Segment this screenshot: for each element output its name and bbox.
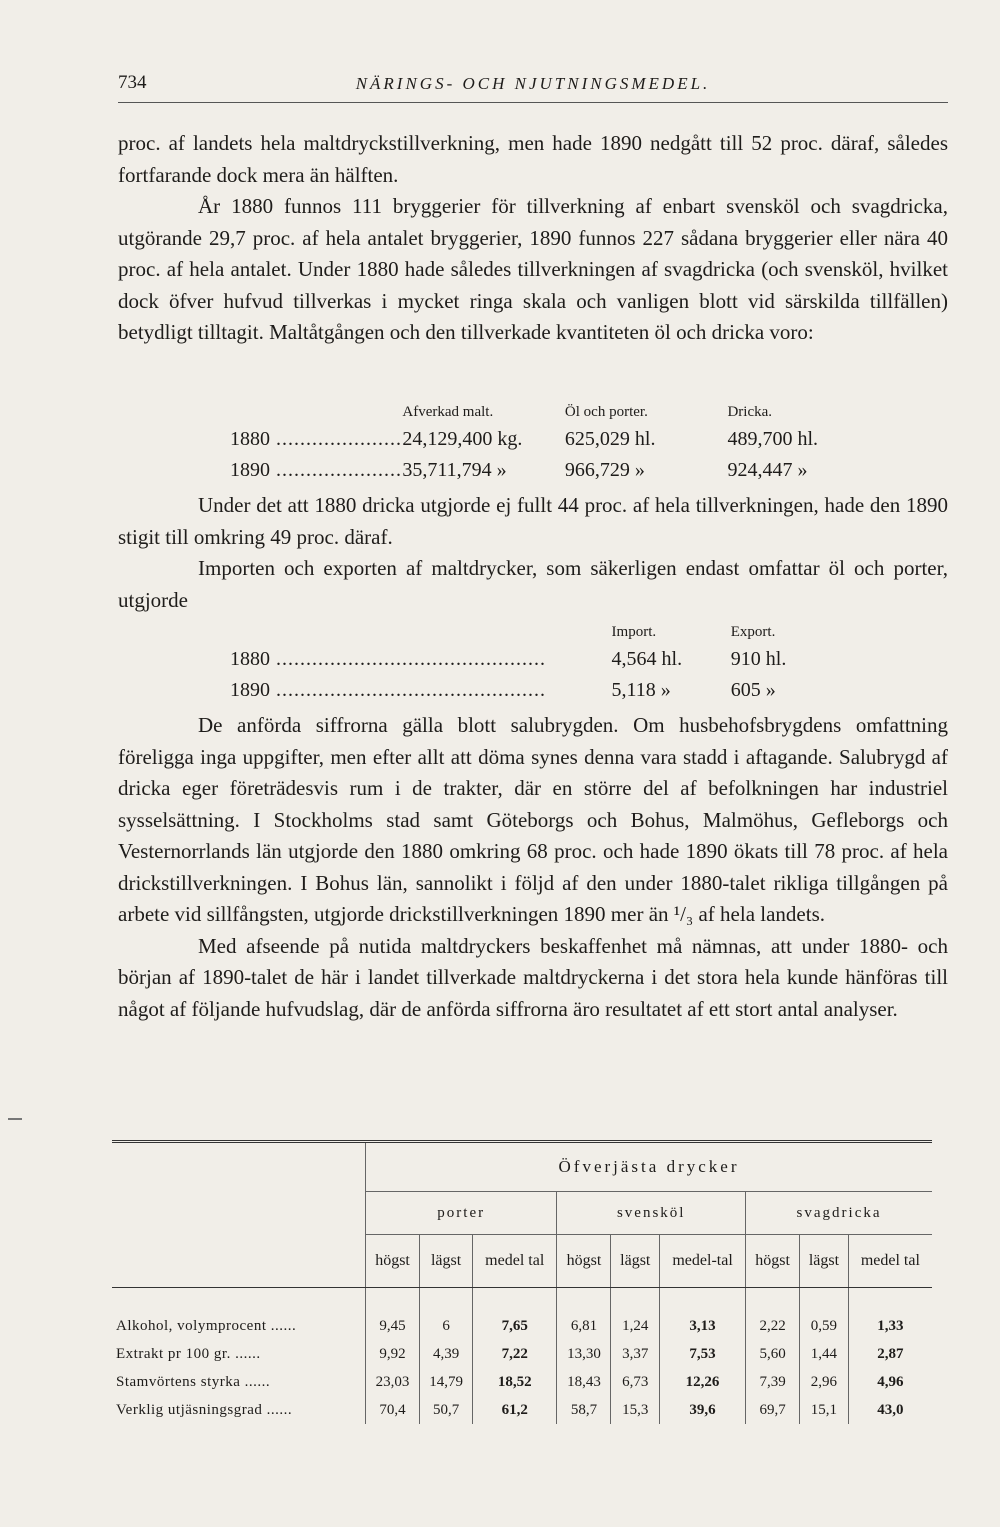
paragraph-6: Med afseende på nutida maltdryckers beskaffenhet må nämnas, att under 1880- och början af 1890-talet de här i landet tillverkade maltdryckerna i det stora hela kunde hänföras till något af följande hufvudslag, där de anförda siffrorna äro resultatet af ett stort antal analyser. [118,933,948,1021]
col-medeltal: medel tal [848,1235,932,1288]
value-cell: 43,0 [848,1396,932,1424]
table-row [230,648,850,679]
row-label: Verklig utjäsningsgrad ...... [116,1402,292,1418]
value-cell: 1,33 [848,1312,932,1340]
value-cell: 2,87 [848,1340,932,1368]
body-text-2 [118,490,948,616]
dricka-cell: 924,447 » [727,459,808,481]
col-hogst: högst [366,1235,420,1288]
trade-table [230,624,850,710]
header-dricka: Dricka. [727,404,773,420]
value-cell: 1,44 [800,1340,849,1368]
value-cell: 9,45 [366,1312,420,1340]
value-cell: 61,2 [473,1396,557,1424]
year-cell: 1890 ..... [230,679,612,702]
malt-cell: 35,711,794 » [402,459,507,481]
value-cell: 58,7 [557,1396,611,1424]
group-title: Öfverjästa drycker [366,1142,933,1192]
value-cell: 18,52 [473,1368,557,1396]
col-lagst: lägst [800,1235,849,1288]
ol-cell: 625,029 hl. [564,428,656,450]
analysis-table-group-header [112,1142,932,1192]
paragraph-4: Importen och exporten af maltdrycker, som säkerligen endast omfattar öl och porter, utgjorde [118,556,948,612]
running-title: NÄRINGS- OCH NJUTNINGSMEDEL. [355,74,711,93]
paragraph-1: proc. af landets hela maltdryckstillverkning, men hade 1890 nedgått till 52 proc. däraf, således fortfarande dock mera än hälften. [118,131,948,187]
body-text-3 [118,710,948,1025]
value-cell: 7,65 [473,1312,557,1340]
value-cell: 15,1 [800,1396,849,1424]
group-porter: porter [366,1192,557,1235]
header-malt: Afverkad malt. [402,404,494,420]
value-cell: 14,79 [420,1368,473,1396]
value-cell: 6,81 [557,1312,611,1340]
value-cell: 9,92 [366,1340,420,1368]
value-cell: 69,7 [746,1396,800,1424]
paragraph-5: De anförda siffrorna gälla blott salubrygden. Om husbehofsbrygdens omfattning föreligga inga uppgifter, men efter allt att döma synes denna vara stadd i aftagande. Salubrygd af dricka eger företrädesvis rum i de trakter, där en större del af befolkningen har industriel sysselsättning. I Stockholms stad samt Göteborgs och Bohus, Malmöhus, Gefleborgs och Vesternorrlands län utgjorde den 1880 omkring 68 proc. och hade 1890 ökats till 78 proc. af hela drickstillverkningen. I Bohus län, sannolikt i följd af den under 1880-talet rikliga tillgången på arbete vid sillfångsten, utgjorde drickstillverkningen 1890 mer än ¹/₃ af hela landets. [118,713,948,926]
value-cell: 7,53 [660,1340,746,1368]
import-cell: 5,118 » [611,679,671,701]
value-cell: 70,4 [366,1396,420,1424]
table-row [112,1396,932,1424]
analysis-table [112,1140,932,1424]
malt-cell: 24,129,400 kg. [402,428,523,450]
value-cell: 1,24 [611,1312,660,1340]
export-cell: 605 » [730,679,776,701]
year-cell: 1890 ..... [230,459,402,482]
header-export: Export. [730,624,776,640]
header-ol: Öl och porter. [564,404,648,420]
paragraph-2: År 1880 funnos 111 bryggerier för tillverkning af enbart svensköl och svagdricka, utgörande 29,7 proc. af hela antalet bryggerier, 1890 funnos 227 sådana bryggerier eller nära 40 proc. af hela antalet. Under 1880 hade således tillverkningen af svagdricka (och svensköl, hvilket dock öfver hufvud tillverkas i mycket ringa skala och vanligen blott vid särskilda tillfällen) betydligt tilltagit. Maltåtgången och den tillverkade kvantiteten öl och dricka voro: [118,194,948,344]
paragraph-3: Under det att 1880 dricka utgjorde ej fullt 44 proc. af hela tillverkningen, hade den 1890 stigit till omkring 49 proc. däraf. [118,493,948,549]
year-cell: 1880 ..... [230,428,402,451]
body-text [118,128,948,349]
margin-mark [8,1118,22,1120]
year-cell: 1880 ..... [230,648,612,671]
value-cell: 2,22 [746,1312,800,1340]
value-cell: 6,73 [611,1368,660,1396]
value-cell: 50,7 [420,1396,473,1424]
value-cell: 23,03 [366,1368,420,1396]
value-cell: 15,3 [611,1396,660,1424]
row-label: Alkohol, volymprocent ...... [116,1318,296,1334]
value-cell: 3,37 [611,1340,660,1368]
value-cell: 7,22 [473,1340,557,1368]
value-cell: 6 [420,1312,473,1340]
col-lagst: lägst [420,1235,473,1288]
table-row [112,1368,932,1396]
header-import: Import. [611,624,657,640]
table-row [230,679,850,710]
value-cell: 2,96 [800,1368,849,1396]
value-cell: 7,39 [746,1368,800,1396]
group-svagdricka: svagdricka [746,1192,932,1235]
group-svenskol: svensköl [557,1192,746,1235]
production-table-header [230,404,890,428]
value-cell: 0,59 [800,1312,849,1340]
table-row [230,428,890,459]
col-hogst: högst [557,1235,611,1288]
dricka-cell: 489,700 hl. [727,428,819,450]
table-row [112,1340,932,1368]
col-hogst: högst [746,1235,800,1288]
col-medeltal: medel tal [473,1235,557,1288]
page-header [118,72,948,103]
value-cell: 3,13 [660,1312,746,1340]
trade-table-header [230,624,850,648]
page-number: 734 [118,72,147,93]
value-cell: 4,39 [420,1340,473,1368]
value-cell: 39,6 [660,1396,746,1424]
col-medeltal: medel-tal [660,1235,746,1288]
import-cell: 4,564 hl. [611,648,683,670]
table-row [230,459,890,490]
value-cell: 13,30 [557,1340,611,1368]
col-lagst: lägst [611,1235,660,1288]
row-label: Stamvörtens styrka ...... [116,1374,270,1390]
table-row [112,1312,932,1340]
label-column-header [112,1142,366,1288]
value-cell: 4,96 [848,1368,932,1396]
production-table [230,404,890,490]
ol-cell: 966,729 » [564,459,645,481]
value-cell: 5,60 [746,1340,800,1368]
value-cell: 12,26 [660,1368,746,1396]
value-cell: 18,43 [557,1368,611,1396]
export-cell: 910 hl. [730,648,787,670]
row-label: Extrakt pr 100 gr. ...... [116,1346,261,1362]
